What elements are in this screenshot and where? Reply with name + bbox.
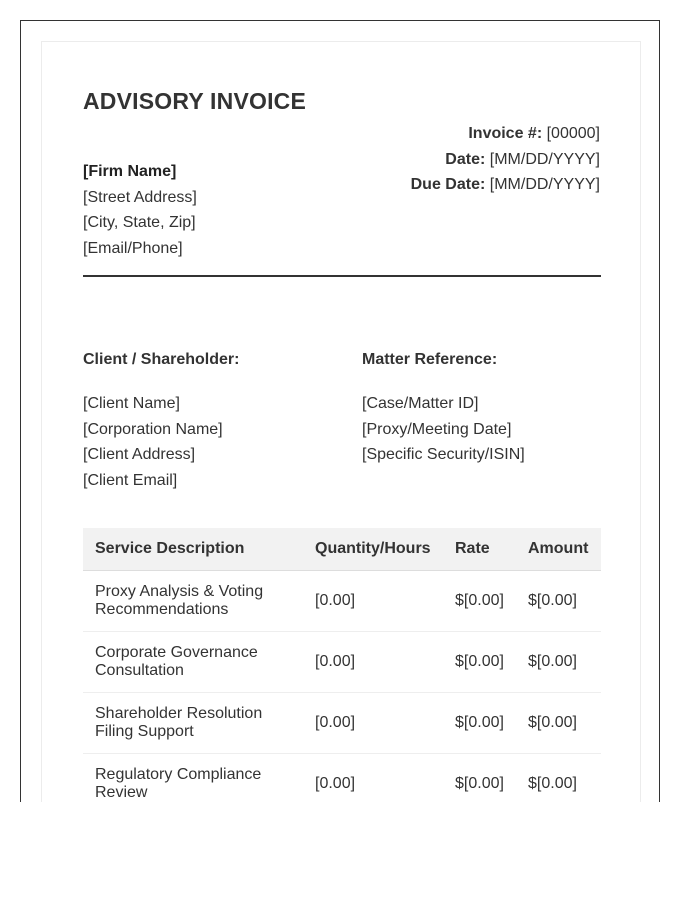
firm-block bbox=[83, 159, 197, 262]
row-quantity: [0.00] bbox=[303, 754, 443, 803]
matter-heading: Matter Reference: bbox=[362, 351, 498, 368]
firm-contact: [Email/Phone] bbox=[83, 240, 183, 258]
table-row bbox=[83, 754, 601, 803]
invoice-date-value: [MM/DD/YYYY] bbox=[489, 150, 600, 168]
invoice-number-label: Invoice #: bbox=[468, 125, 543, 142]
table-row bbox=[83, 693, 601, 754]
row-description: Proxy Analysis & Voting Recommendations bbox=[83, 571, 303, 632]
row-rate: $[0.00] bbox=[443, 632, 516, 693]
header-divider bbox=[83, 275, 601, 277]
document-viewport bbox=[20, 20, 660, 802]
due-date-label: Due Date: bbox=[410, 176, 486, 194]
client-corporation: [Corporation Name] bbox=[83, 420, 223, 438]
client-heading: Client / Shareholder: bbox=[83, 351, 240, 368]
client-address: [Client Address] bbox=[83, 446, 196, 464]
firm-street: [Street Address] bbox=[83, 188, 197, 206]
invoice-date-row bbox=[411, 147, 600, 173]
header-quantity: Quantity/Hours bbox=[303, 528, 443, 571]
firm-city: [City, State, Zip] bbox=[83, 214, 196, 232]
row-amount: $[0.00] bbox=[516, 754, 601, 803]
invoice-title: ADVISORY INVOICE bbox=[83, 88, 307, 114]
row-amount: $[0.00] bbox=[516, 693, 601, 754]
client-name: [Client Name] bbox=[83, 395, 180, 412]
table-row bbox=[83, 632, 601, 693]
matter-meeting-date: [Proxy/Meeting Date] bbox=[362, 420, 512, 438]
due-date-row bbox=[411, 172, 600, 198]
row-description: Corporate Governance Consultation bbox=[83, 632, 303, 693]
header-rate: Rate bbox=[443, 528, 516, 571]
row-quantity: [0.00] bbox=[303, 693, 443, 754]
table-header-row bbox=[83, 528, 601, 571]
row-quantity: [0.00] bbox=[303, 571, 443, 632]
header-description: Service Description bbox=[83, 528, 303, 571]
matter-section bbox=[362, 350, 525, 468]
firm-name: [Firm Name] bbox=[83, 163, 177, 180]
header-amount: Amount bbox=[516, 528, 601, 571]
invoice-date-label: Date: bbox=[445, 150, 486, 168]
row-description: Shareholder Resolution Filing Support bbox=[83, 693, 303, 754]
invoice-meta bbox=[411, 121, 600, 198]
row-rate: $[0.00] bbox=[443, 693, 516, 754]
client-email: [Client Email] bbox=[83, 472, 178, 490]
invoice-page bbox=[41, 41, 641, 802]
invoice-number-row bbox=[411, 121, 600, 147]
row-quantity: [0.00] bbox=[303, 632, 443, 693]
table-row bbox=[83, 571, 601, 632]
matter-security: [Specific Security/ISIN] bbox=[362, 446, 525, 464]
matter-lines bbox=[362, 391, 525, 468]
row-amount: $[0.00] bbox=[516, 571, 601, 632]
row-amount: $[0.00] bbox=[516, 632, 601, 693]
matter-case-id: [Case/Matter ID] bbox=[362, 395, 479, 412]
row-rate: $[0.00] bbox=[443, 571, 516, 632]
invoice-number-value: [00000] bbox=[546, 125, 600, 142]
client-section bbox=[83, 350, 239, 494]
row-rate: $[0.00] bbox=[443, 754, 516, 803]
services-table bbox=[83, 528, 601, 802]
due-date-value: [MM/DD/YYYY] bbox=[489, 176, 600, 194]
client-lines bbox=[83, 391, 239, 494]
row-description: Regulatory Compliance Review bbox=[83, 754, 303, 803]
